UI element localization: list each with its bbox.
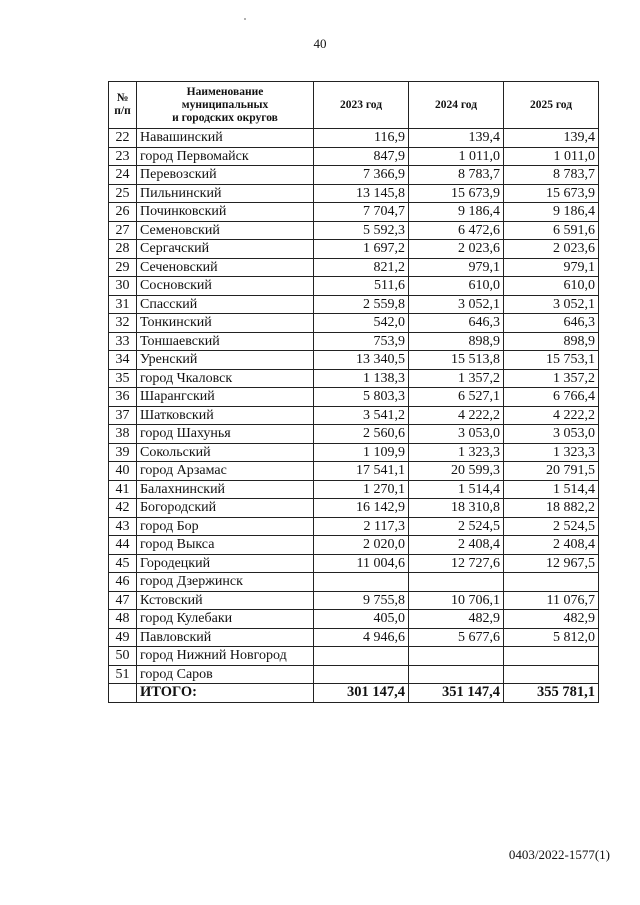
total-row: [109, 684, 599, 703]
value-2025: 2 023,6: [504, 240, 599, 259]
value-2025: 2 524,5: [504, 517, 599, 536]
table-row: [109, 184, 599, 203]
table-row: [109, 258, 599, 277]
municipality-name: город Первомайск: [137, 147, 314, 166]
value-2023: 2 560,6: [314, 425, 409, 444]
table-row: [109, 462, 599, 481]
value-2025: 1 514,4: [504, 480, 599, 499]
table-row: [109, 369, 599, 388]
municipality-name: Шарангский: [137, 388, 314, 407]
value-2024: 646,3: [409, 314, 504, 333]
value-2024: [409, 647, 504, 666]
value-2025: [504, 573, 599, 592]
header-name: Наименование муниципальных и городских округов: [137, 82, 314, 129]
row-number: 36: [109, 388, 137, 407]
municipality-name: Починковский: [137, 203, 314, 222]
table-row: [109, 665, 599, 684]
municipality-name: Павловский: [137, 628, 314, 647]
table-row: [109, 647, 599, 666]
value-2024: 5 677,6: [409, 628, 504, 647]
row-number: 25: [109, 184, 137, 203]
row-number: 38: [109, 425, 137, 444]
total-num-cell: [109, 684, 137, 703]
value-2025: 3 052,1: [504, 295, 599, 314]
value-2025: 18 882,2: [504, 499, 599, 518]
value-2025: 2 408,4: [504, 536, 599, 555]
value-2024: 18 310,8: [409, 499, 504, 518]
value-2025: 15 753,1: [504, 351, 599, 370]
value-2023: 405,0: [314, 610, 409, 629]
value-2024: 4 222,2: [409, 406, 504, 425]
value-2025: 9 186,4: [504, 203, 599, 222]
value-2024: 10 706,1: [409, 591, 504, 610]
value-2024: 8 783,7: [409, 166, 504, 185]
value-2024: 1 323,3: [409, 443, 504, 462]
municipality-name: Сергачский: [137, 240, 314, 259]
total-2023: 301 147,4: [314, 684, 409, 703]
table-row: [109, 166, 599, 185]
municipality-name: Сокольский: [137, 443, 314, 462]
table-row: [109, 240, 599, 259]
value-2025: 4 222,2: [504, 406, 599, 425]
municipality-name: Семеновский: [137, 221, 314, 240]
value-2023: 9 755,8: [314, 591, 409, 610]
row-number: 39: [109, 443, 137, 462]
value-2024: 610,0: [409, 277, 504, 296]
total-2025: 355 781,1: [504, 684, 599, 703]
value-2025: 6 766,4: [504, 388, 599, 407]
table-row: [109, 221, 599, 240]
table-row: [109, 406, 599, 425]
table-row: [109, 517, 599, 536]
row-number: 40: [109, 462, 137, 481]
municipality-name: город Саров: [137, 665, 314, 684]
value-2025: 1 011,0: [504, 147, 599, 166]
value-2024: 3 052,1: [409, 295, 504, 314]
header-2023: 2023 год: [314, 82, 409, 129]
table-row: [109, 610, 599, 629]
value-2024: [409, 573, 504, 592]
header-num: № п/п: [109, 82, 137, 129]
row-number: 50: [109, 647, 137, 666]
table-row: [109, 536, 599, 555]
row-number: 45: [109, 554, 137, 573]
row-number: 44: [109, 536, 137, 555]
row-number: 30: [109, 277, 137, 296]
value-2023: 7 704,7: [314, 203, 409, 222]
row-number: 37: [109, 406, 137, 425]
value-2025: 610,0: [504, 277, 599, 296]
value-2023: 1 109,9: [314, 443, 409, 462]
value-2024: 1 514,4: [409, 480, 504, 499]
municipality-name: город Чкаловск: [137, 369, 314, 388]
value-2023: 511,6: [314, 277, 409, 296]
value-2023: 2 559,8: [314, 295, 409, 314]
value-2023: 3 541,2: [314, 406, 409, 425]
value-2024: 15 673,9: [409, 184, 504, 203]
value-2024: 3 053,0: [409, 425, 504, 444]
value-2025: [504, 647, 599, 666]
value-2023: 17 541,1: [314, 462, 409, 481]
table-row: [109, 573, 599, 592]
row-number: 51: [109, 665, 137, 684]
table-row: [109, 388, 599, 407]
value-2025: 12 967,5: [504, 554, 599, 573]
value-2025: 20 791,5: [504, 462, 599, 481]
table-row: [109, 332, 599, 351]
value-2025: 482,9: [504, 610, 599, 629]
row-number: 49: [109, 628, 137, 647]
value-2024: 2 023,6: [409, 240, 504, 259]
row-number: 35: [109, 369, 137, 388]
value-2024: 2 408,4: [409, 536, 504, 555]
table-row: [109, 147, 599, 166]
value-2025: 1 323,3: [504, 443, 599, 462]
table-row: [109, 129, 599, 148]
row-number: 41: [109, 480, 137, 499]
municipality-name: Тонкинский: [137, 314, 314, 333]
value-2024: 9 186,4: [409, 203, 504, 222]
total-label: ИТОГО:: [137, 684, 314, 703]
table-row: [109, 351, 599, 370]
value-2023: 13 145,8: [314, 184, 409, 203]
value-2023: 1 270,1: [314, 480, 409, 499]
municipality-name: город Арзамас: [137, 462, 314, 481]
municipality-name: Балахнинский: [137, 480, 314, 499]
value-2023: 7 366,9: [314, 166, 409, 185]
value-2023: 821,2: [314, 258, 409, 277]
municipality-name: Городецкий: [137, 554, 314, 573]
value-2023: 13 340,5: [314, 351, 409, 370]
municipality-name: Кстовский: [137, 591, 314, 610]
municipality-name: Спасский: [137, 295, 314, 314]
row-number: 46: [109, 573, 137, 592]
row-number: 34: [109, 351, 137, 370]
document-code: 0403/2022-1577(1): [508, 847, 610, 862]
value-2024: 482,9: [409, 610, 504, 629]
row-number: 29: [109, 258, 137, 277]
value-2024: [409, 665, 504, 684]
value-2025: 8 783,7: [504, 166, 599, 185]
value-2023: 1 138,3: [314, 369, 409, 388]
table-row: [109, 203, 599, 222]
municipality-name: город Нижний Новгород: [137, 647, 314, 666]
row-number: 31: [109, 295, 137, 314]
row-number: 24: [109, 166, 137, 185]
value-2025: 1 357,2: [504, 369, 599, 388]
value-2023: 542,0: [314, 314, 409, 333]
municipality-name: город Шахунья: [137, 425, 314, 444]
row-number: 43: [109, 517, 137, 536]
value-2025: 5 812,0: [504, 628, 599, 647]
table-row: [109, 443, 599, 462]
row-number: 48: [109, 610, 137, 629]
value-2025: 6 591,6: [504, 221, 599, 240]
municipality-name: Перевозский: [137, 166, 314, 185]
value-2023: 16 142,9: [314, 499, 409, 518]
municipality-name: Шатковский: [137, 406, 314, 425]
value-2025: 11 076,7: [504, 591, 599, 610]
municipality-name: Сосновский: [137, 277, 314, 296]
row-number: 22: [109, 129, 137, 148]
value-2025: 15 673,9: [504, 184, 599, 203]
value-2023: 5 592,3: [314, 221, 409, 240]
table-body: [109, 129, 599, 684]
total-2024: 351 147,4: [409, 684, 504, 703]
value-2023: 1 697,2: [314, 240, 409, 259]
municipality-name: город Кулебаки: [137, 610, 314, 629]
value-2023: 753,9: [314, 332, 409, 351]
row-number: 47: [109, 591, 137, 610]
value-2024: 1 357,2: [409, 369, 504, 388]
value-2023: [314, 665, 409, 684]
value-2023: 5 803,3: [314, 388, 409, 407]
municipality-name: Тоншаевский: [137, 332, 314, 351]
value-2025: [504, 665, 599, 684]
row-number: 27: [109, 221, 137, 240]
value-2023: 847,9: [314, 147, 409, 166]
municipality-name: город Бор: [137, 517, 314, 536]
value-2024: 1 011,0: [409, 147, 504, 166]
value-2025: 646,3: [504, 314, 599, 333]
row-number: 23: [109, 147, 137, 166]
value-2024: 979,1: [409, 258, 504, 277]
municipality-name: город Дзержинск: [137, 573, 314, 592]
value-2023: 116,9: [314, 129, 409, 148]
page-number: 40: [313, 36, 327, 51]
budget-table: [108, 81, 599, 703]
header-2024: 2024 год: [409, 82, 504, 129]
value-2023: [314, 573, 409, 592]
value-2025: 979,1: [504, 258, 599, 277]
value-2024: 20 599,3: [409, 462, 504, 481]
municipality-name: город Выкса: [137, 536, 314, 555]
table-row: [109, 425, 599, 444]
value-2024: 12 727,6: [409, 554, 504, 573]
row-number: 33: [109, 332, 137, 351]
value-2025: 139,4: [504, 129, 599, 148]
table-row: [109, 277, 599, 296]
row-number: 32: [109, 314, 137, 333]
value-2024: 6 527,1: [409, 388, 504, 407]
row-number: 28: [109, 240, 137, 259]
value-2024: 898,9: [409, 332, 504, 351]
table-row: [109, 295, 599, 314]
municipality-name: Навашинский: [137, 129, 314, 148]
municipality-name: Сеченовский: [137, 258, 314, 277]
header-2025: 2025 год: [504, 82, 599, 129]
value-2024: 15 513,8: [409, 351, 504, 370]
value-2024: 2 524,5: [409, 517, 504, 536]
table-row: [109, 499, 599, 518]
value-2025: 3 053,0: [504, 425, 599, 444]
municipality-name: Богородский: [137, 499, 314, 518]
value-2023: [314, 647, 409, 666]
value-2023: 11 004,6: [314, 554, 409, 573]
table-header-row: [109, 82, 599, 129]
value-2023: 2 117,3: [314, 517, 409, 536]
scan-dot: [244, 18, 246, 20]
table-row: [109, 480, 599, 499]
value-2024: 6 472,6: [409, 221, 504, 240]
table-row: [109, 628, 599, 647]
value-2023: 2 020,0: [314, 536, 409, 555]
value-2023: 4 946,6: [314, 628, 409, 647]
row-number: 42: [109, 499, 137, 518]
municipality-name: Пильнинский: [137, 184, 314, 203]
value-2024: 139,4: [409, 129, 504, 148]
table-row: [109, 591, 599, 610]
table-row: [109, 314, 599, 333]
municipality-name: Уренский: [137, 351, 314, 370]
row-number: 26: [109, 203, 137, 222]
table-row: [109, 554, 599, 573]
value-2025: 898,9: [504, 332, 599, 351]
